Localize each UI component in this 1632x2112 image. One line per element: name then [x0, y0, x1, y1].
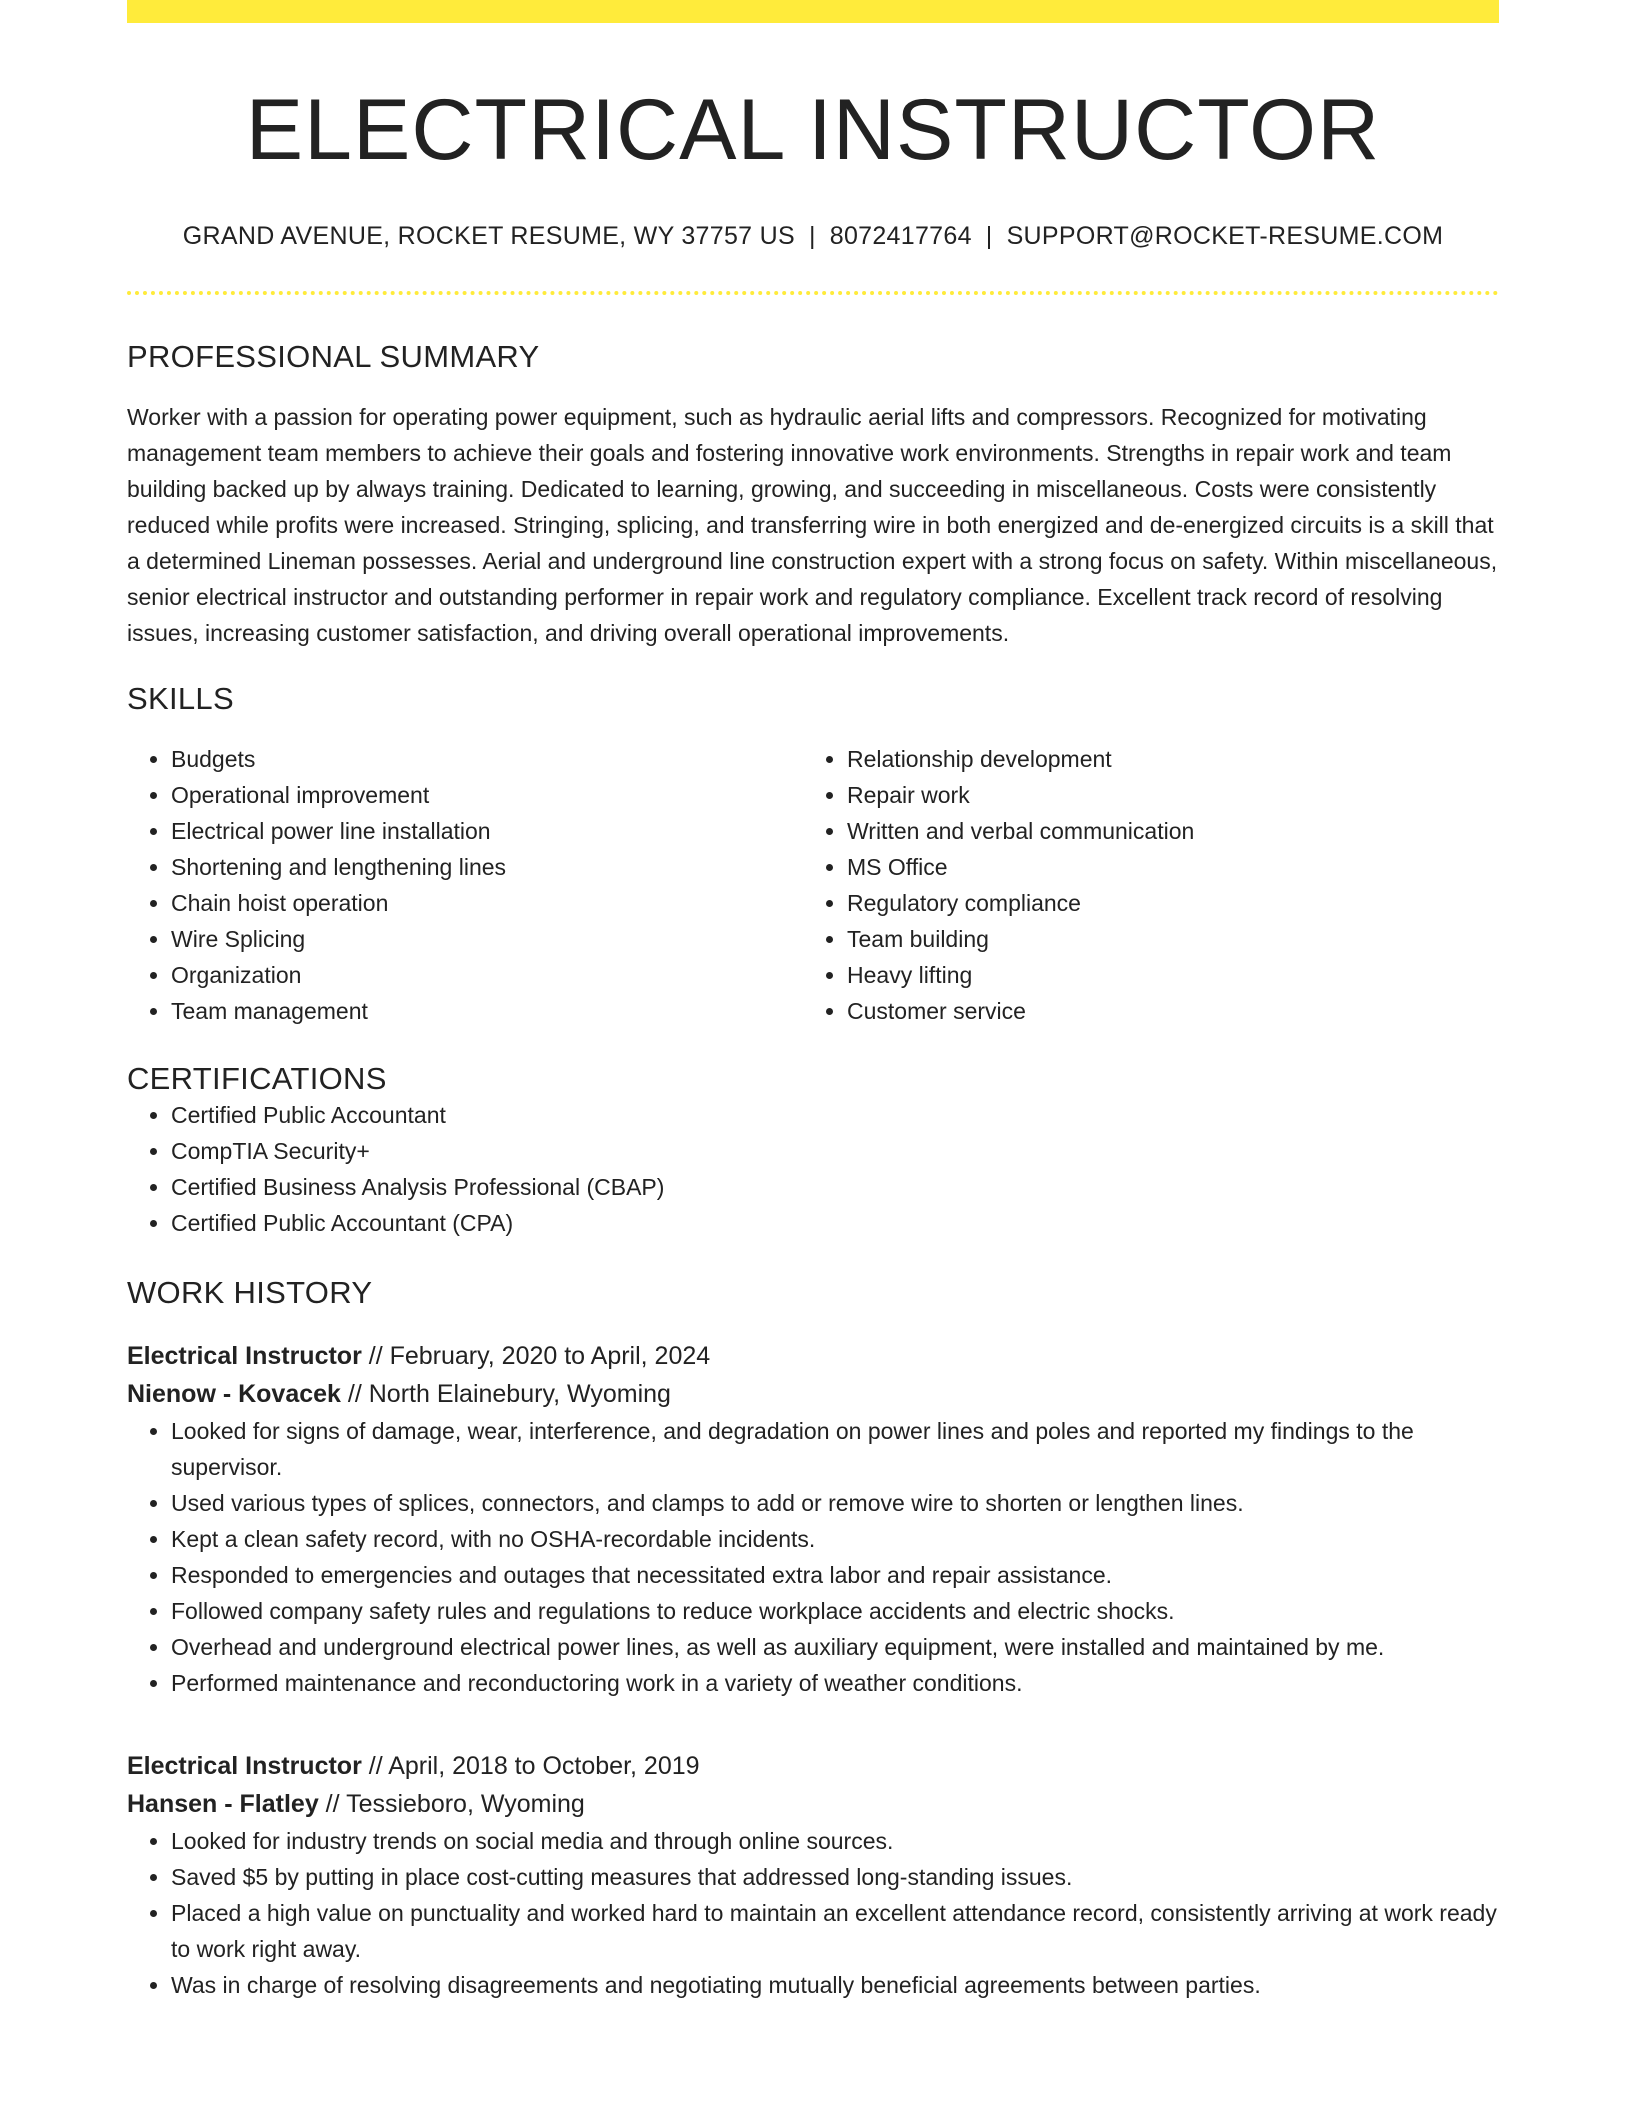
- job-company: Nienow - Kovacek: [127, 1379, 341, 1408]
- work-history-heading: WORK HISTORY: [127, 1274, 373, 1310]
- job-entry: [127, 1337, 1499, 1701]
- job-bullet: • Responded to emergencies and outages that necessitated extra labor and repair assistance.: [171, 1557, 1499, 1593]
- job-location: // North Elainebury, Wyoming: [340, 1379, 671, 1408]
- certification-item: • Certified Public Accountant (CPA): [171, 1205, 1499, 1241]
- contact-email: SUPPORT@ROCKET-RESUME.COM: [1006, 221, 1444, 250]
- job-title-line: [127, 1747, 1499, 1785]
- certification-item: • Certified Public Accountant: [171, 1097, 1499, 1133]
- job-bullet: • Performed maintenance and reconductoring work in a variety of weather conditions.: [171, 1665, 1499, 1701]
- job-bullet: • Was in charge of resolving disagreements and negotiating mutually beneficial agreements between parties.: [171, 1967, 1499, 2003]
- job-bullet: • Looked for signs of damage, wear, interference, and degradation on power lines and poles and reported my findings to the supervisor.: [171, 1413, 1499, 1485]
- accent-bar: [127, 0, 1499, 23]
- skill-item: • Written and verbal communication: [847, 813, 1479, 849]
- skill-item: • Heavy lifting: [847, 957, 1479, 993]
- certification-item: • Certified Business Analysis Professional (CBAP): [171, 1169, 1499, 1205]
- job-dates: // February, 2020 to April, 2024: [361, 1341, 711, 1370]
- job-company-line: [127, 1785, 1499, 1823]
- job-role: Electrical Instructor: [127, 1341, 362, 1370]
- skills-grid: [127, 741, 1499, 1029]
- job-bullet: • Used various types of splices, connectors, and clamps to add or remove wire to shorten or lengthen lines.: [171, 1485, 1499, 1521]
- certification-item: • CompTIA Security+: [171, 1133, 1499, 1169]
- job-bullet: • Looked for industry trends on social media and through online sources.: [171, 1823, 1499, 1859]
- skills-column-right: [803, 741, 1479, 1029]
- job-bullet: • Saved $5 by putting in place cost-cutting measures that addressed long-standing issues.: [171, 1859, 1499, 1895]
- skills-heading: SKILLS: [127, 680, 234, 716]
- job-entry: [127, 1747, 1499, 2003]
- job-company: Hansen - Flatley: [127, 1789, 319, 1818]
- contact-separator: |: [808, 221, 816, 250]
- skill-item: • MS Office: [847, 849, 1479, 885]
- skills-list-right: [803, 741, 1479, 1029]
- job-title-line: [127, 1337, 1499, 1375]
- skill-item: • Electrical power line installation: [171, 813, 803, 849]
- job-dates: // April, 2018 to October, 2019: [361, 1751, 700, 1780]
- summary-text: Worker with a passion for operating power equipment, such as hydraulic aerial lifts and compressors. Recognized for motivating management team members to achieve their goals and fostering innovative work environments. Strengths in repair work and team building backed up by always training. Dedicated to learning, growing, and succeeding in miscellaneous. Costs were consistently reduced while profits were increased. Stringing, splicing, and transferring wire in both energized and de-energized circuits is a skill that a determined Lineman possesses. Aerial and underground line construction expert with a strong focus on safety. Within miscellaneous, senior electrical instructor and outstanding performer in repair work and regulatory compliance. Excellent track record of resolving issues, increasing customer satisfaction, and driving overall operational improvements.: [127, 403, 1498, 646]
- certifications-list: [127, 1097, 1499, 1241]
- skill-item: • Shortening and lengthening lines: [171, 849, 803, 885]
- job-bullet: • Placed a high value on punctuality and worked hard to maintain an excellent attendance record, consistently arriving at work ready to work right away.: [171, 1895, 1499, 1967]
- skills-list-left: [127, 741, 803, 1029]
- skill-item: • Relationship development: [847, 741, 1479, 777]
- certifications-heading: CERTIFICATIONS: [127, 1060, 387, 1096]
- job-bullets: [127, 1823, 1499, 2003]
- resume-name: ELECTRICAL INSTRUCTOR: [245, 82, 1381, 178]
- skill-item: • Team building: [847, 921, 1479, 957]
- skill-item: • Operational improvement: [171, 777, 803, 813]
- skill-item: • Customer service: [847, 993, 1479, 1029]
- contact-address: GRAND AVENUE, ROCKET RESUME, WY 37757 US: [182, 221, 795, 250]
- contact-line: [127, 222, 1499, 251]
- skill-item: • Wire Splicing: [171, 921, 803, 957]
- job-bullets: [127, 1413, 1499, 1701]
- job-role: Electrical Instructor: [127, 1751, 362, 1780]
- summary-heading: PROFESSIONAL SUMMARY: [127, 338, 540, 374]
- skill-item: • Budgets: [171, 741, 803, 777]
- skills-column-left: [127, 741, 803, 1029]
- job-bullet: • Kept a clean safety record, with no OSHA-recordable incidents.: [171, 1521, 1499, 1557]
- dotted-divider: [127, 291, 1499, 295]
- resume-page: [127, 0, 1499, 2003]
- skill-item: • Team management: [171, 993, 803, 1029]
- skill-item: • Repair work: [847, 777, 1479, 813]
- skill-item: • Regulatory compliance: [847, 885, 1479, 921]
- job-company-line: [127, 1375, 1499, 1413]
- job-bullet: • Overhead and underground electrical power lines, as well as auxiliary equipment, were installed and maintained by me.: [171, 1629, 1499, 1665]
- skill-item: • Chain hoist operation: [171, 885, 803, 921]
- skill-item: • Organization: [171, 957, 803, 993]
- contact-phone: 8072417764: [829, 221, 972, 250]
- job-bullet: • Followed company safety rules and regulations to reduce workplace accidents and electric shocks.: [171, 1593, 1499, 1629]
- contact-separator: |: [985, 221, 993, 250]
- job-location: // Tessieboro, Wyoming: [318, 1789, 585, 1818]
